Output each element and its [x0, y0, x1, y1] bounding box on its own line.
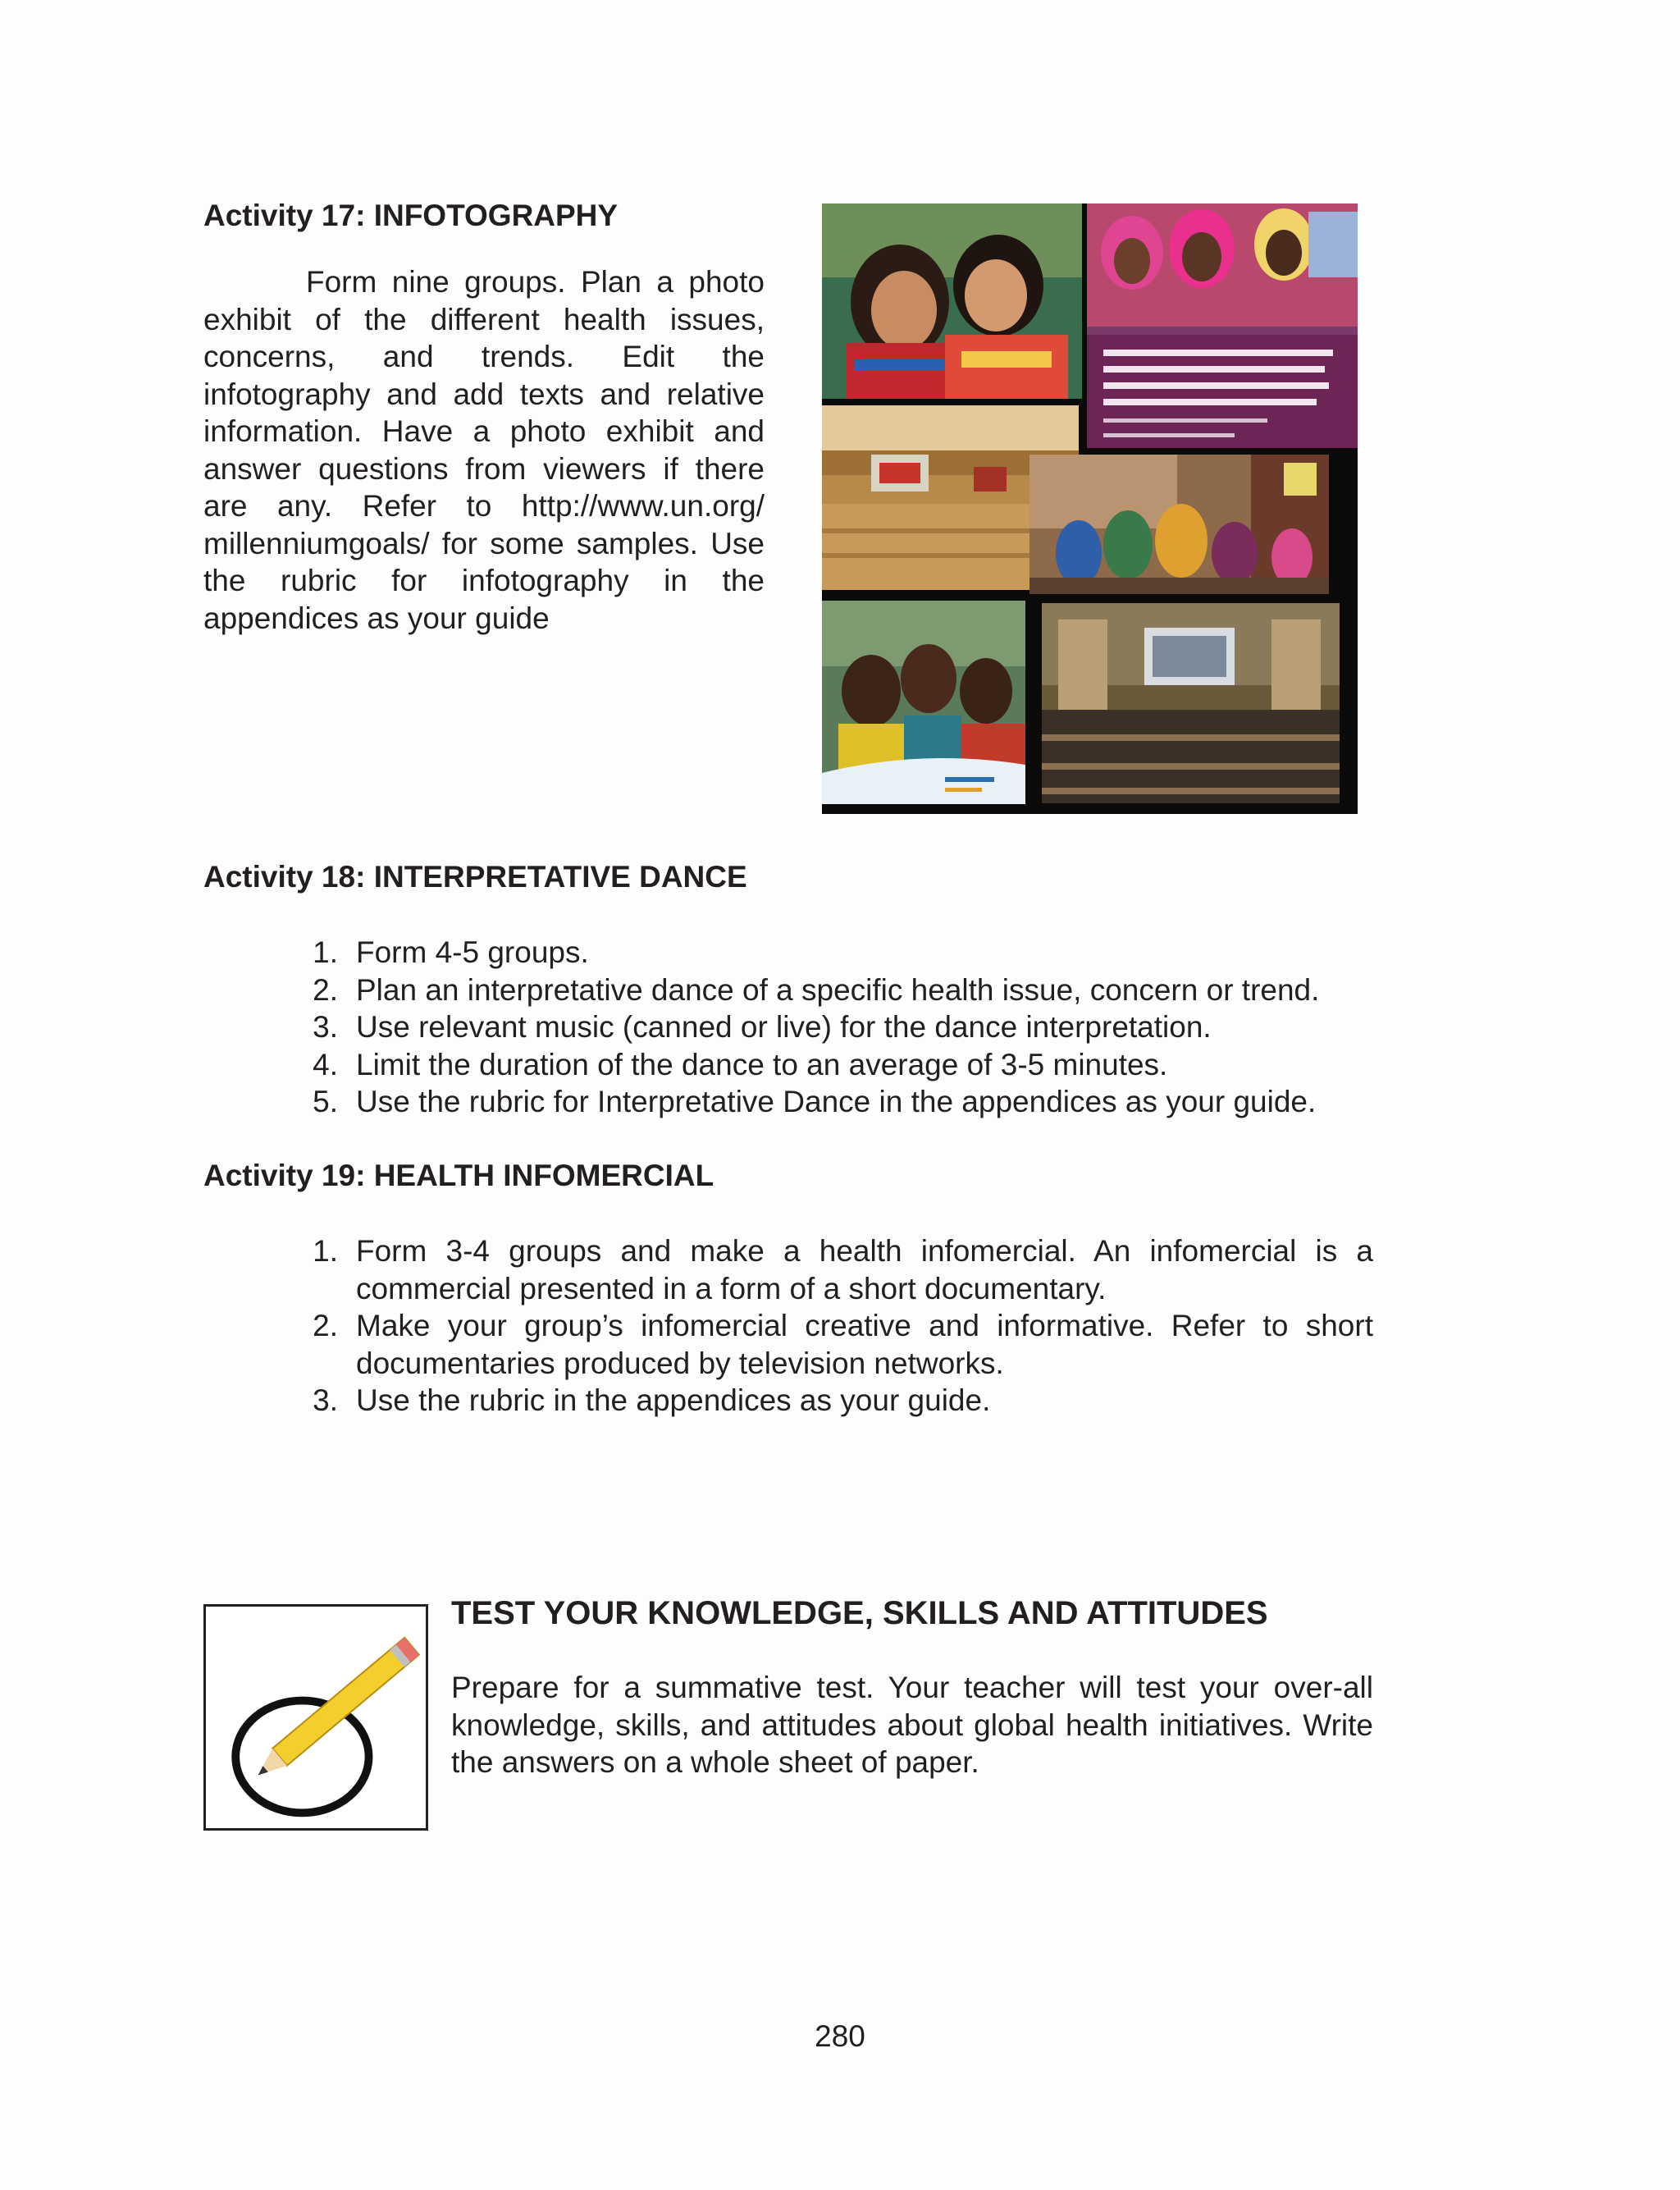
list-item: 3. Use relevant music (canned or live) for the dance interpretation.	[313, 1010, 1212, 1044]
activity-17-body: Form nine groups. Plan a photo exhibit of the different health issues, concerns, and trends. Edit the infotography and add texts and relative information. Have a photo exhibit and answer questions from viewers if there are any. Refer to http://www.un.org/ millenniumgoals/ for some samples. Use the rubric for infotography in the appendices as your guide	[203, 265, 765, 635]
test-section-body: Prepare for a summative test. Your teacher will test your over-all knowledge, skills, and attitudes about global health initiatives. Write the answers on a whole sheet of paper.	[451, 1671, 1373, 1779]
activity-19-list	[313, 1232, 1373, 1420]
photo-collage	[822, 203, 1358, 814]
celebration-photo	[822, 601, 1025, 804]
conference-photo	[1042, 603, 1340, 803]
list-item: 1. Form 4-5 groups.	[313, 935, 589, 969]
list-item: 2. Plan an interpretative dance of a specific health issue, concern or trend.	[313, 972, 1320, 1007]
activity-18-title: Activity 18: INTERPRETATIVE DANCE	[203, 860, 747, 894]
activity-19-title: Activity 19: HEALTH INFOMERCIAL	[203, 1159, 714, 1192]
list-item: 5. Use the rubric for Interpretative Dance in the appendices as your guide.	[313, 1085, 1317, 1118]
activity-18-list	[313, 934, 1373, 1121]
women-quote-photo	[1087, 203, 1358, 448]
page-number: 280	[815, 2019, 865, 2053]
pencil-circle-icon	[203, 1604, 428, 1831]
community-meeting-photo	[1029, 455, 1329, 594]
test-section-title: TEST YOUR KNOWLEDGE, SKILLS AND ATTITUDES	[451, 1595, 1268, 1631]
list-item: 1. Form 3-4 groups and make a health infomercial. An infomercial is a commercial presented in a form of a short documentary.	[313, 1234, 1373, 1305]
children-photo	[822, 203, 1082, 399]
list-item: 2. Make your group’s infomercial creative and informative. Refer to short documentaries produced by television networks.	[313, 1309, 1373, 1380]
activity-17-title: Activity 17: INFOTOGRAPHY	[203, 199, 619, 232]
list-item: 3. Use the rubric in the appendices as your guide.	[313, 1383, 991, 1417]
list-item: 4. Limit the duration of the dance to an average of 3-5 minutes.	[313, 1047, 1168, 1081]
